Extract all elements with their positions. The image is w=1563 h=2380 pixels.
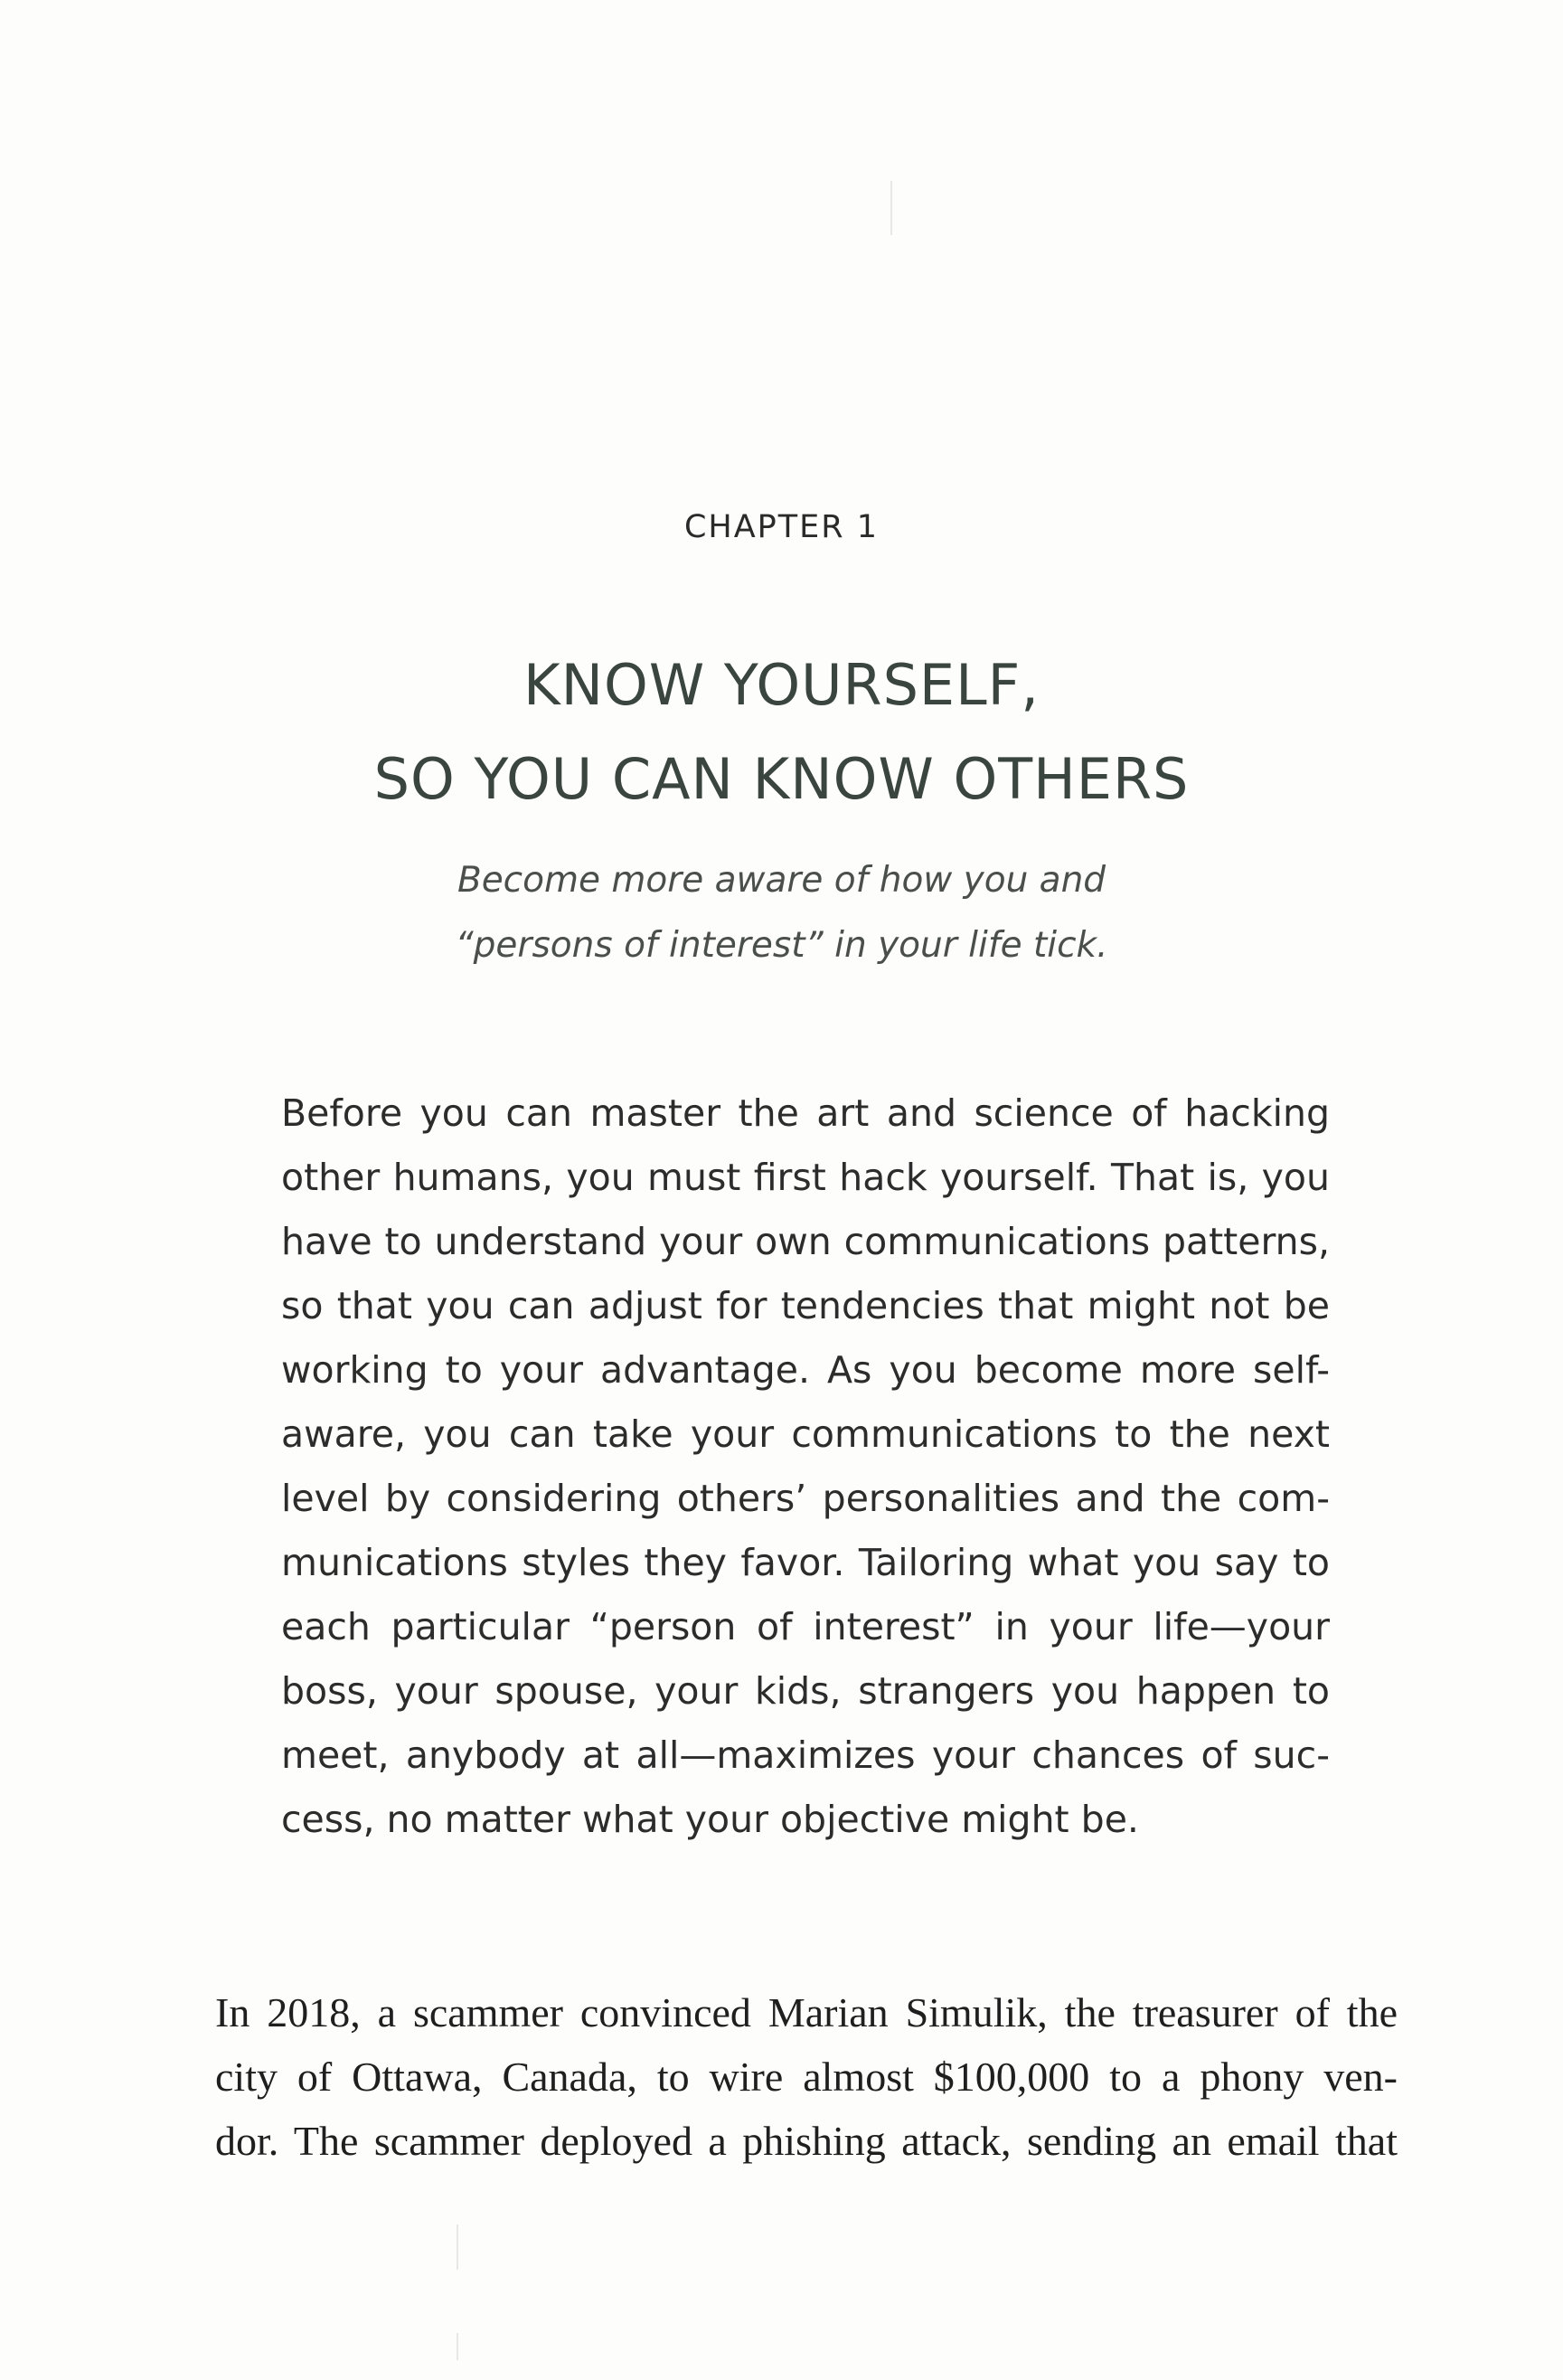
intro-line: level by considering others’ personalities and the com- [281,1477,1330,1520]
scan-artifact-line [457,2224,458,2270]
intro-line: cess, no matter what your objective might be. [281,1798,1139,1841]
intro-line: working to your advantage. As you become more self- [281,1348,1330,1392]
chapter-subtitle-line-2: “persons of interest” in your life tick. [455,925,1108,966]
chapter-title-line-2: SO YOU CAN KNOW OTHERS [373,746,1190,812]
intro-line: munications styles they favor. Tailoring what you say to [281,1541,1330,1584]
intro-line: boss, your spouse, your kids, strangers you happen to [281,1669,1330,1713]
intro-line: have to understand your own communications patterns, [281,1220,1330,1263]
chapter-title-line-1: KNOW YOURSELF, [523,652,1040,718]
intro-line: other humans, you must first hack yourself. That is, you [281,1156,1330,1199]
body-line: dor. The scammer deployed a phishing attack, sending an email that [215,2118,1398,2164]
body-paragraph [215,1980,1398,2173]
chapter-label: CHAPTER 1 [683,509,879,545]
intro-line: so that you can adjust for tendencies that might not be [281,1284,1330,1327]
intro-line: aware, you can take your communications to the next [281,1412,1330,1456]
body-line: In 2018, a scammer convinced Marian Simulik, the treasurer of the [215,1989,1398,2035]
intro-line: meet, anybody at all—maximizes your chances of suc- [281,1733,1330,1777]
chapter-intro-paragraph [281,1081,1330,1852]
intro-line: Before you can master the art and science of hacking [281,1091,1330,1135]
scan-artifact-line [890,181,892,235]
intro-line: each particular “person of interest” in your life—your [281,1605,1330,1648]
chapter-subtitle-line-1: Become more aware of how you and [457,860,1106,901]
scan-artifact-line [457,2333,458,2360]
body-line: city of Ottawa, Canada, to wire almost $100,000 to a phony ven- [215,2054,1398,2100]
